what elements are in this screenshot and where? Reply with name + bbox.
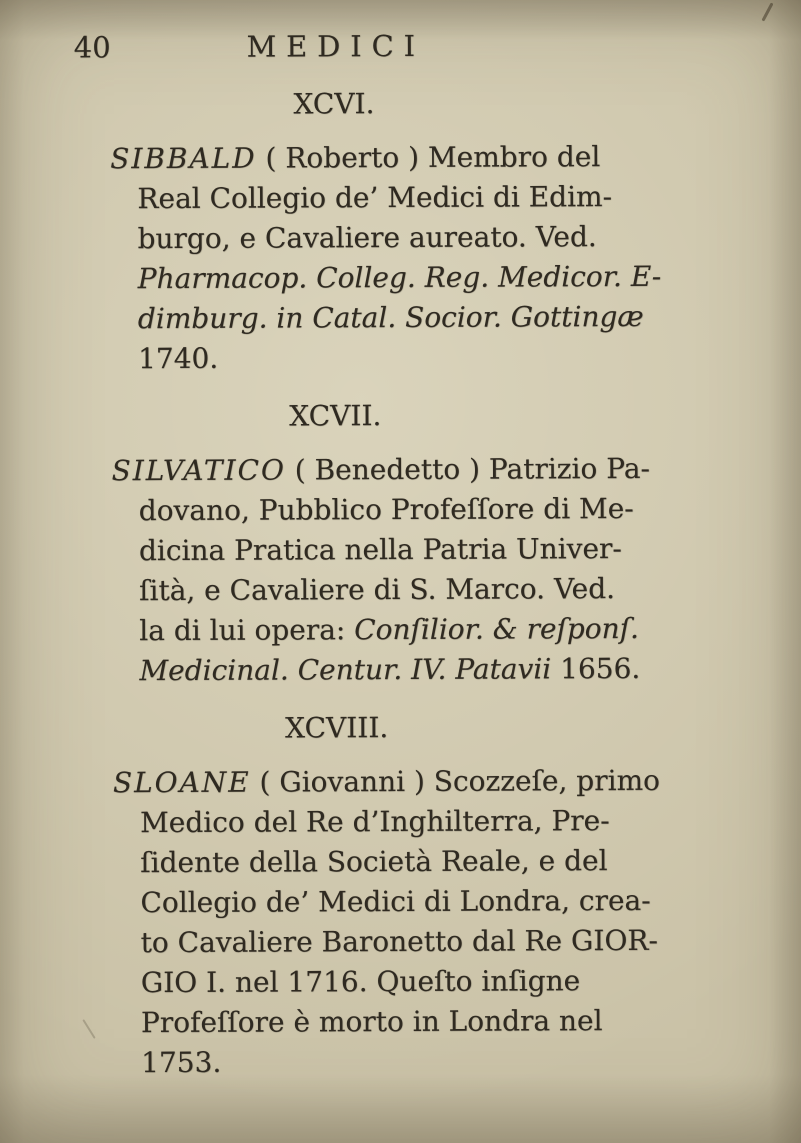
text-line xyxy=(139,649,712,691)
text-segment: ( Giovanni ) Scozzeſe, primo xyxy=(250,763,661,799)
text-line xyxy=(139,489,712,531)
text-segment: to Cavaliere Baronetto dal Re GIOR- xyxy=(140,923,658,960)
text-segment: burgo, e Cavaliere aureato. Ved. xyxy=(137,220,597,256)
text-segment: GIO I. nel 1716. Queſto inſigne xyxy=(140,964,581,1000)
entry-name: SILVATICO xyxy=(111,453,286,488)
text-segment: ſidente della Società Reale, e del xyxy=(140,844,608,880)
text-line xyxy=(141,1001,714,1043)
text-segment: Conſilior. & reſponſ. xyxy=(354,611,639,647)
text-line xyxy=(141,961,714,1003)
text-segment: la di lui opera: xyxy=(139,613,355,648)
page-number: 40 xyxy=(73,30,111,65)
text-segment: Pharmacop. Colleg. Reg. Medicor. E- xyxy=(137,259,662,296)
text-line xyxy=(138,297,711,339)
text-line xyxy=(139,529,712,571)
text-line xyxy=(139,609,712,651)
text-line xyxy=(137,217,710,259)
text-segment: Medico del Re d’Inghilterra, Pre- xyxy=(140,804,610,840)
text-segment: Real Collegio de’ Medici di Edim- xyxy=(137,180,613,216)
entries-container xyxy=(0,82,801,1083)
text-line xyxy=(141,1041,714,1083)
text-line xyxy=(110,137,710,180)
text-segment: Medicinal. Centur. IV. Patavii xyxy=(139,652,552,688)
text-line xyxy=(137,177,710,219)
text-line xyxy=(111,449,711,492)
section-number: XCVII. xyxy=(289,399,382,433)
text-line xyxy=(140,881,713,923)
text-segment: dovano, Pubblico Profeſſore di Me- xyxy=(138,491,634,528)
text-line xyxy=(113,761,713,804)
text-segment: 1656. xyxy=(551,651,641,686)
entry-name: SIBBALD xyxy=(110,141,257,176)
text-line xyxy=(138,257,711,299)
text-segment: 1753. xyxy=(141,1045,222,1080)
running-header: MEDICI xyxy=(246,28,425,64)
running-head-row xyxy=(0,24,799,67)
text-segment: Profeſſore è morto in Londra nel xyxy=(140,1004,603,1040)
entry xyxy=(111,449,712,692)
text-line xyxy=(139,569,712,611)
section-number: XCVIII. xyxy=(285,711,389,745)
entry xyxy=(110,137,711,380)
entry-name: SLOANE xyxy=(112,765,251,800)
text-segment: dicina Pratica nella Patria Univer- xyxy=(138,532,622,568)
entry xyxy=(113,761,714,1084)
text-segment: dimburg. in Catal. Socior. Gottingæ xyxy=(137,299,644,336)
text-line xyxy=(140,841,713,883)
text-line xyxy=(141,921,714,963)
text-segment: ( Roberto ) Membro del xyxy=(256,140,601,175)
text-segment: 1740. xyxy=(137,341,219,376)
text-segment: Collegio de’ Medici di Londra, crea- xyxy=(140,883,651,920)
text-segment: ſità, e Cavaliere di S. Marco. Ved. xyxy=(139,572,616,608)
text-line xyxy=(138,337,711,379)
text-segment: ( Benedetto ) Patrizio Pa- xyxy=(285,451,651,487)
section-number: XCVI. xyxy=(293,87,375,121)
text-line xyxy=(140,801,713,843)
